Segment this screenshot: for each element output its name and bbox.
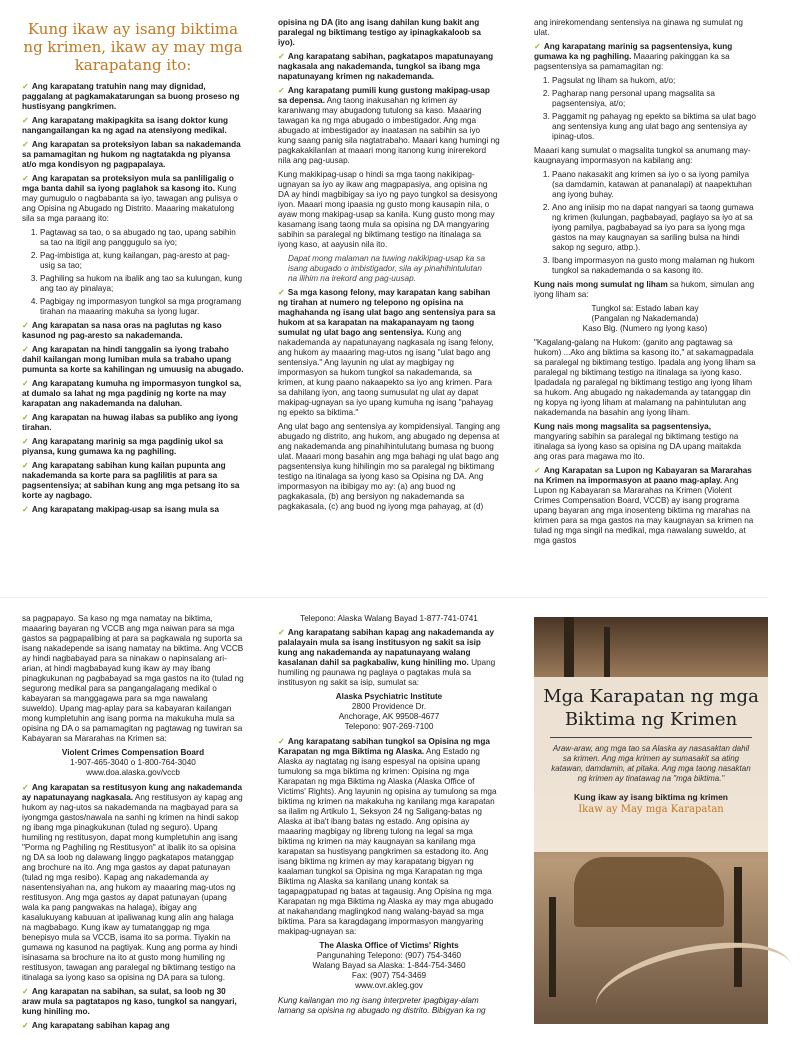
rights-column-1 <box>22 18 244 598</box>
check-icon: ✓ <box>22 783 29 792</box>
rights-column-4 <box>22 614 244 1030</box>
list-item: 1. Paano nakasakit ang krimen sa iyo o sa iyong pamilya (sa damdamin, katawan at pananalapi) at naapektuhan ang iyong buhay. <box>552 170 756 200</box>
right-item: ✓ Ang karapatang sabihan kapag ang <box>22 1021 170 1030</box>
right-item: ✓ Ang Karapatan sa Lupon ng Kabayaran sa Mararahas na Krimen na impormasyon at paano mag-aplay. Ang Lupon ng Kabayaran sa Mararahas na Krimen (Violent Crimes Compensation Board, VCCB) ay isang programa upang bayaran ang mga inosenteng biktima ng marahas na krimen para sa mga gastos na may kaugnayan sa krimen na tulad ng mga singil na medikal, mga nawalang suweldo, at mga gastos <box>534 466 754 545</box>
cover-band <box>534 677 768 852</box>
right-item: ✓ Sa mga kasong felony, may karapatan kang sabihan ng tirahan at numero ng telepono ng opisina na maghahanda ng isang ulat bago ang sentensiya para sa hukom at sa karapatan na makapanayam ng taong sumulat ng ulat bago ang sentensiya. Kung ang nakademanda ay napatunayang nagkasala ng isang felony, ang hukom ay maaaring mag-utos ng isang "ulat bago ang sentensiya." Ang layunin ng ulat ay magbigay ng impormasyon sa hukom tungkol sa nakademanda, sa krimen, at kung paano nakaapekto sa iyo ang krimen. Para sa dahilang iyon, ang taong sumusulat ng ulat ay dapat makipag-ugnayan sa iyo upang kumuha ng isang "pahayag ng epekto sa biktima." <box>278 288 496 417</box>
check-icon: ✓ <box>534 42 541 51</box>
check-icon: ✓ <box>22 413 29 422</box>
check-icon: ✓ <box>22 1021 29 1030</box>
letter-header <box>534 304 756 334</box>
cover-intro: Araw-araw, ang mga tao sa Alaska ay nasasaktan dahil sa krimen. Ang mga krimen ay sumasakit sa ating katawan, damdamin, at pitaka. Ang mga taong nasaktan ng krimen ay tinatawag na "mga biktima." <box>551 744 751 784</box>
contact-name: Violent Crimes Compensation Board <box>61 748 205 757</box>
right-item: ✓ Ang karapatang marinig sa mga pagdinig ukol sa piyansa, kung gumawa ka ng paghiling. <box>22 437 223 456</box>
letter-line: Tungkol sa: Estado laban kay <box>591 304 699 313</box>
list-item: 2. Pag-imbistiga at, kung kailangan, pag-aresto at pag-usig sa tao; <box>40 251 244 271</box>
cover-subtitle: Kung ikaw ay isang biktima ng krimen <box>574 792 728 803</box>
check-icon: ✓ <box>22 505 29 514</box>
right-item: ✓ Ang karapatang tratuhin nang may dignidad, paggalang at pagkamakatarungan sa buong proseso ng hustisyang pangkrimen. <box>22 82 240 111</box>
mountain-image <box>574 857 724 927</box>
right-item: ✓ Ang karapatang sabihan, pagkatapos mapatunayang nagkasala ang nakademanda, tungkol sa ibang mga napatunayang krimen ng nakademanda. <box>278 52 494 81</box>
letter-line: Kaso Blg. (Numero ng iyong kaso) <box>582 324 708 333</box>
right-item: ✓ Ang karapatang pumili kung gustong makipag-usap sa depensa. Ang taong inakusahan ng krimen ay karaniwang may abugadong tutulong sa kaso. Maaaring tawagan ka ng mga abugado o imbestigador. Ang mga abugado at imbestigador ay inaatasan na sabihin sa iyo kung saang panig sila nagtatrabaho. Maaari kang humingi ng pagkakakilanlan at maaari mong itanong kung inirerekord nila ang pag-uusap. <box>278 86 500 165</box>
ovr-contact <box>278 941 500 991</box>
contact-tollfree: Walang Bayad sa Alaska: 1-844-754-3460 <box>312 961 466 970</box>
right-item: ✓ Ang karapatang sabihan tungkol sa Opisina ng mga Karapatan ng mga Biktima ng Alaska. Ang Estado ng Alaska ay nagtatag ng isang espesyal na opisina upang tumulong sa mga biktima ng krimen: Opisina ng mga Karapatan ng mga Biktima ng Alaska (Alaska Office of Victims' Rights). Ang layunin ng opisina ay tumulong sa mga biktima ng krimen na makakuha ng kanilang mga karapatan sa ilalim ng Artikulo 1, Seksyon 24 ng Saligang-batas ng Alaska at iba't ibang batas ng estado. Ang opisina ay maaaring magbigay ng libreng tulong na legal sa mga biktima ng krimen na may kaugnayan sa kanilang mga karapatan sa hustisyang pangkrimen sa estadong ito. Ang isang biktima ng krimen ay may karapatang bigyan ng kaalaman tungkol sa Opisina ng mga Karapatan ng mga Biktima ng Alaska sa kanilang unang kontak sa tagapagpatupad ng batas at tagausig. Ang Opisina ng mga Karapatan ng mga Biktima ng Alaska ay may mga abugado at nakahandang maglingkod nang walang-bayad sa mga biktima. Para sa karagdagang impormasyon mangyaring makipag-ugnayan sa: <box>278 737 497 936</box>
cover-panel <box>534 617 768 1024</box>
list-item: 3. Ibang impormasyon na gusto mong malaman ng hukom tungkol sa nakademanda o sa kasong ito. <box>552 256 756 276</box>
list-item: 2. Pagharap nang personal upang magsalita sa pagsentensiya, at/o; <box>552 89 756 109</box>
cover-title: Mga Karapatan ng mga Biktima ng Krimen <box>543 686 759 731</box>
right-item: ✓ Ang karapatang sabihan kapag ang nakademanda ay palalayain mula sa isang institusyon ng sakit sa isip kung ang nakademanda ay napatunayang walang kasalanan dahil sa pagkabaliw, kung hiniling mo. Upang humiling ng paunawa ng paglaya o pagtakas mula sa institusyon ng sakit sa isip, sumulat sa: <box>278 628 496 687</box>
tree-icon <box>549 897 556 997</box>
paragraph: Maaari kang sumulat o magsalita tungkol sa anumang may-kaugnayang impormasyon na kabilang ang: <box>534 146 751 165</box>
fold-divider <box>0 597 768 598</box>
tree-icon <box>604 627 610 677</box>
check-icon: ✓ <box>22 379 29 388</box>
contact-phone: Telepono: 907-269-7100 <box>344 722 434 731</box>
right-item: ✓ Ang karapatang makipag-usap sa isang mula sa <box>22 505 219 514</box>
list-item: 4. Pagbigay ng impormasyon tungkol sa mga programang tirahan na maaaring makuha sa iyong lugar. <box>40 297 244 317</box>
check-icon: ✓ <box>278 737 285 746</box>
right-item: ✓ Ang karapatan sa proteksiyon mula sa panliligalig o mga banta dahil sa iyong paglahok sa kasong ito. Kung may gumugulo o nagbabanta sa iyo, tawagan ang pulisya o ang Opisina ng Abugado ng Distrito. Maaaring makatulong sila sa mga paraang ito: <box>22 174 238 223</box>
check-icon: ✓ <box>22 437 29 446</box>
contact-phone: 1-907-465-3040 o 1-800-764-3040 <box>70 758 196 767</box>
paragraph: Kung nais mong magsalita sa pagsentensiya, mangyaring sabihin sa paralegal ng biktimang testigo na itinalaga sa iyong kaso sa opisina ng DA upang maitakda ang oras para magawa mo ito. <box>534 422 742 461</box>
sentencing-list <box>552 76 756 142</box>
check-icon: ✓ <box>22 174 29 183</box>
contact-url[interactable]: www.doa.alaska.gov/vccb <box>86 768 180 777</box>
rights-heading: Kung ikaw ay isang biktima ng krimen, ikaw ay may mga karapatang ito: <box>23 20 243 74</box>
rights-column-5 <box>278 614 500 1024</box>
paragraph: Ang ulat bago ang sentensiya ay kompidensiyal. Tanging ang abugado ng distrito, ang hukom, ang abugado ng depensa at ang nakademanda ang pinahihintulutang bumasa ng buong ulat. Maaari mong basahin ang mga bahagi ng ulat bago ang pagsentensiya kung hihilingin mo sa paralegal ng biktimang testigo na itinalaga sa iyong kaso sa Opisina ng DA. Ang impormasyon na ibibigay mo ay: (a) ang buod ng pagkakasala, (b) ang bersiyon ng nakademanda sa pagkakasala, (c) ang buod ng iyong mga pahayag, at (d) <box>278 422 500 511</box>
paragraph: "Kagalang-galang na Hukom: (ganito ang pagtawag sa hukom) ...Ako ang biktima sa kasong ito," at sakamagpadala sa paralegal ng biktimang testigo. Ipadala ang iyong liham sa paralegal ng biktimang testigo na itinalaga sa iyong kaso. Ipadadala ng paralegal ng biktimang testigo ang iyong liham sa hukom. Ang abugado ng nakademanda ay tatanggap din ng kopya ng iyong liham at malamang na pahintulutan ang nakademanda na basahin ang iyong liham. <box>534 338 756 417</box>
phone-line: Telepono: Alaska Walang Bayad 1-877-741-0741 <box>300 614 478 623</box>
right-item: ✓ Ang karapatan sa proteksiyon laban sa nakademanda sa pamamagitan ng hukom ng nagtatakda ng piyansa at/o mga kondisyon ng pagpapalaya. <box>22 140 241 169</box>
check-icon: ✓ <box>22 987 29 996</box>
check-icon: ✓ <box>22 321 29 330</box>
rights-column-3 <box>534 18 756 598</box>
contact-address: 2800 Providence Dr. <box>351 702 427 711</box>
right-item: ✓ Ang karapatan na hindi tanggalin sa iyong trabaho dahil kailangan mong lumiban mula sa trabaho upang pumunta sa korte sa kahilingan ng umuusig na abugado. <box>22 345 244 374</box>
paragraph: sa pagpapayo. Sa kaso ng mga namatay na biktima, maaaring bayaran ng VCCB ang mga naiwan para sa mga gastos sa pagpapalibing at para sa pagkawala ng suporta sa isang nakadepende sa isang namatay na biktima. Ang VCCB ay hindi nagbabayad para sa ninakaw o napinsalang ari-arian, at hindi magbabayad kung ikaw ay may ibang pinagkukunan ng pagbabayad sa mga gastos na ito (tulad ng segurong medikal para sa pangangalagang medikal o kabayaran sa manggagawa para sa mga nawalang suweldo). Upang mag-aplay para sa kabayaran kailangan mong kumpletuhin ang isang porma na makukuha mula sa opisina ng DA o sa pamamagitan ng pagtawag ng tuwiran sa Kabayaran sa Mararahas na Krimen sa: <box>22 614 244 743</box>
contact-name: The Alaska Office of Victims' Rights <box>319 941 459 950</box>
check-icon: ✓ <box>278 52 285 61</box>
check-icon: ✓ <box>534 466 541 475</box>
check-icon: ✓ <box>22 345 29 354</box>
contact-url[interactable]: www.ovr.akleg.gov <box>355 981 423 990</box>
right-item: ✓ Ang karapatang sabihan kung kailan pupunta ang nakademanda sa korte para sa paglilitis at para sa pagsentensiya; at sabihan kung ang mga petsang ito sa korte ay nagbago. <box>22 461 240 500</box>
tree-icon <box>564 617 574 677</box>
right-item: ✓ Ang karapatang kumuha ng impormasyon tungkol sa, at dumalo sa lahat ng mga pagdinig ng korte na may karapatan ang nakademanda na daluhan. <box>22 379 242 408</box>
check-icon: ✓ <box>278 86 285 95</box>
quote-note: Dapat mong malaman na tuwing nakikipag-usap ka sa isang abugado o imbistigador, sila ay pinahihintulutan na ilihim na irekord ang pag-uusap. <box>288 254 486 283</box>
vccb-contact <box>22 748 244 778</box>
interpreter-note: Kung kailangan mo ng isang interpreter ipagbigay-alam lamang sa opisina ng abugado ng distrito. Bibigyan ka ng <box>278 996 486 1015</box>
check-icon: ✓ <box>22 140 29 149</box>
right-item: ✓ Ang karapatang makipagkita sa isang doktor kung nangangailangan ka ng agad na atensiyong medikal. <box>22 116 228 135</box>
check-icon: ✓ <box>22 82 29 91</box>
right-item: ✓ Ang karapatan na huwag ilabas sa publiko ang iyong tirahan. <box>22 413 238 432</box>
check-icon: ✓ <box>278 288 285 297</box>
letter-line: (Pangalan ng Nakademanda) <box>591 314 699 323</box>
right-item: ✓ Ang karapatang marinig sa pagsentensiya, kung gumawa ka ng paghiling. Maaaring pakinggan ka sa pagsentensiya sa pamamagitan ng: <box>534 42 733 71</box>
help-list <box>40 228 244 317</box>
right-item: ✓ Ang karapatan sa restitusyon kung ang nakademanda ay napatunayang nagkasala. Ang restitusyon ay kapag ang hukom ay nag-utos sa nakademanda na magbayad para sa iyongmga gastos/nawala na sanhi ng krimen na hindi sakop ng ibang mga pinagkukunan (tulad ng seguro). Upang humiling ng restitusyon, dapat mong kumpletuhin ang isang "Porma ng Paghiling ng Restitusyon" at ibalik ito sa opisina ng DA sa loob ng dalawang linggo pagkatapos matanggap ang brochure na ito. Ang mga gastos ay dapat patunayan (tulad ng mga resibo). Kapag ang nakademanda ay nasentensiyahan na, ang hukom ay maaaring mag-utos ng restitusyon. Ang mga gastos ay dapat patunayan (upang wala ka pang pangwakas na halaga), ibigay ang kasalukuyang kabuuan at ipaliwanag kung alin ang halaga na magbabago. Kung ikaw ay tumatanggap ng mga benepisyo mula sa VCCB, isama ito sa porma. Tiyakin na gumawa ng kasunod na pagtiyak. Kung ang porma ay hindi isinasama sa brochure na ito at gusto mong humiling ng restitusyon, tawagan ang paralegal ng biktimang testigo na itinalaga sa iyong kaso sa opisina ng DA para sa tulong. <box>22 783 243 982</box>
paragraph: opisina ng DA (ito ang isang dahilan kung bakit ang paralegal ng biktimang testigo ay ipinagkakaloob sa iyo). <box>278 18 481 47</box>
contact-city: Anchorage, AK 99508-4677 <box>338 712 440 721</box>
right-item: ✓ Ang karapatan sa nasa oras na paglutas ng kaso kasunod ng pag-aresto sa nakademanda. <box>22 321 222 340</box>
road-image <box>588 927 800 1047</box>
check-icon: ✓ <box>22 116 29 125</box>
cover-tagline: Ikaw ay May mga Karapatan <box>578 804 724 816</box>
list-item: 3. Paggamit ng pahayag ng epekto sa biktima sa ulat bago ang sentensiya kung ang ulat bago ang sentensiya ay ipinag-utos. <box>552 112 756 142</box>
contact-name: Alaska Psychiatric Institute <box>335 692 443 701</box>
check-icon: ✓ <box>278 628 285 637</box>
contact-fax: Fax: (907) 754-3469 <box>351 971 427 980</box>
info-list <box>552 170 756 276</box>
check-icon: ✓ <box>22 461 29 470</box>
contact-phone: Pangunahing Telepono: (907) 754-3460 <box>316 951 462 960</box>
paragraph: Kung nais mong sumulat ng liham sa hukom, simulan ang iyong liham sa: <box>534 280 755 299</box>
list-item: 3. Paghiling sa hukom na ibalik ang tao sa kulungan, kung ang tao ay pinalaya; <box>40 274 244 294</box>
list-item: 1. Pagsulat ng liham sa hukom, at/o; <box>552 76 756 86</box>
paragraph: ang inirekomendang sentensiya na ginawa ng sumulat ng ulat. <box>534 18 743 37</box>
paragraph: Kung makikipag-usap o hindi sa mga taong nakikipag-ugnayan sa iyo ay ikaw ang magpapasiya, ang opisina ng DA ay hindi magbibigay sa iyo ng payo tungkol sa desisyong iyon. Maaari mong ipaasia ng gusto mong kausapin nila, o ayaw mong makipag-usap sa kanila. Kung gusto mong may kasamang isang taong mula sa opisina ng DA mangyaring sabihin sa paralegal ng biktimang testigo na itinalaga sa iyong kaso, at aayusin nila ito. <box>278 170 498 249</box>
rights-column-2 <box>278 18 500 598</box>
right-item: ✓ Ang karapatan na sabihan, sa sulat, sa loob ng 30 araw mula sa pagtatapos ng kaso, tungkol sa nangyari, kung hiniling mo. <box>22 987 237 1016</box>
list-item: 2. Ano ang iniisip mo na dapat nangyari sa taong gumawa ng krimen (kulungan, pagbabayad, paglayo sa iyo at sa iyong pamilya, pagbabayad sa iyo para sa iyong mga gastos na may kaugnayan sa sariling bulsa na hindi sakop ng seguro, atbp.). <box>552 203 756 253</box>
cover-divider <box>550 737 752 738</box>
api-contact <box>278 692 500 732</box>
list-item: 1. Pagtawag sa tao, o sa abugado ng tao, upang sabihin sa tao na itigil ang panggugulo sa iyo; <box>40 228 244 248</box>
